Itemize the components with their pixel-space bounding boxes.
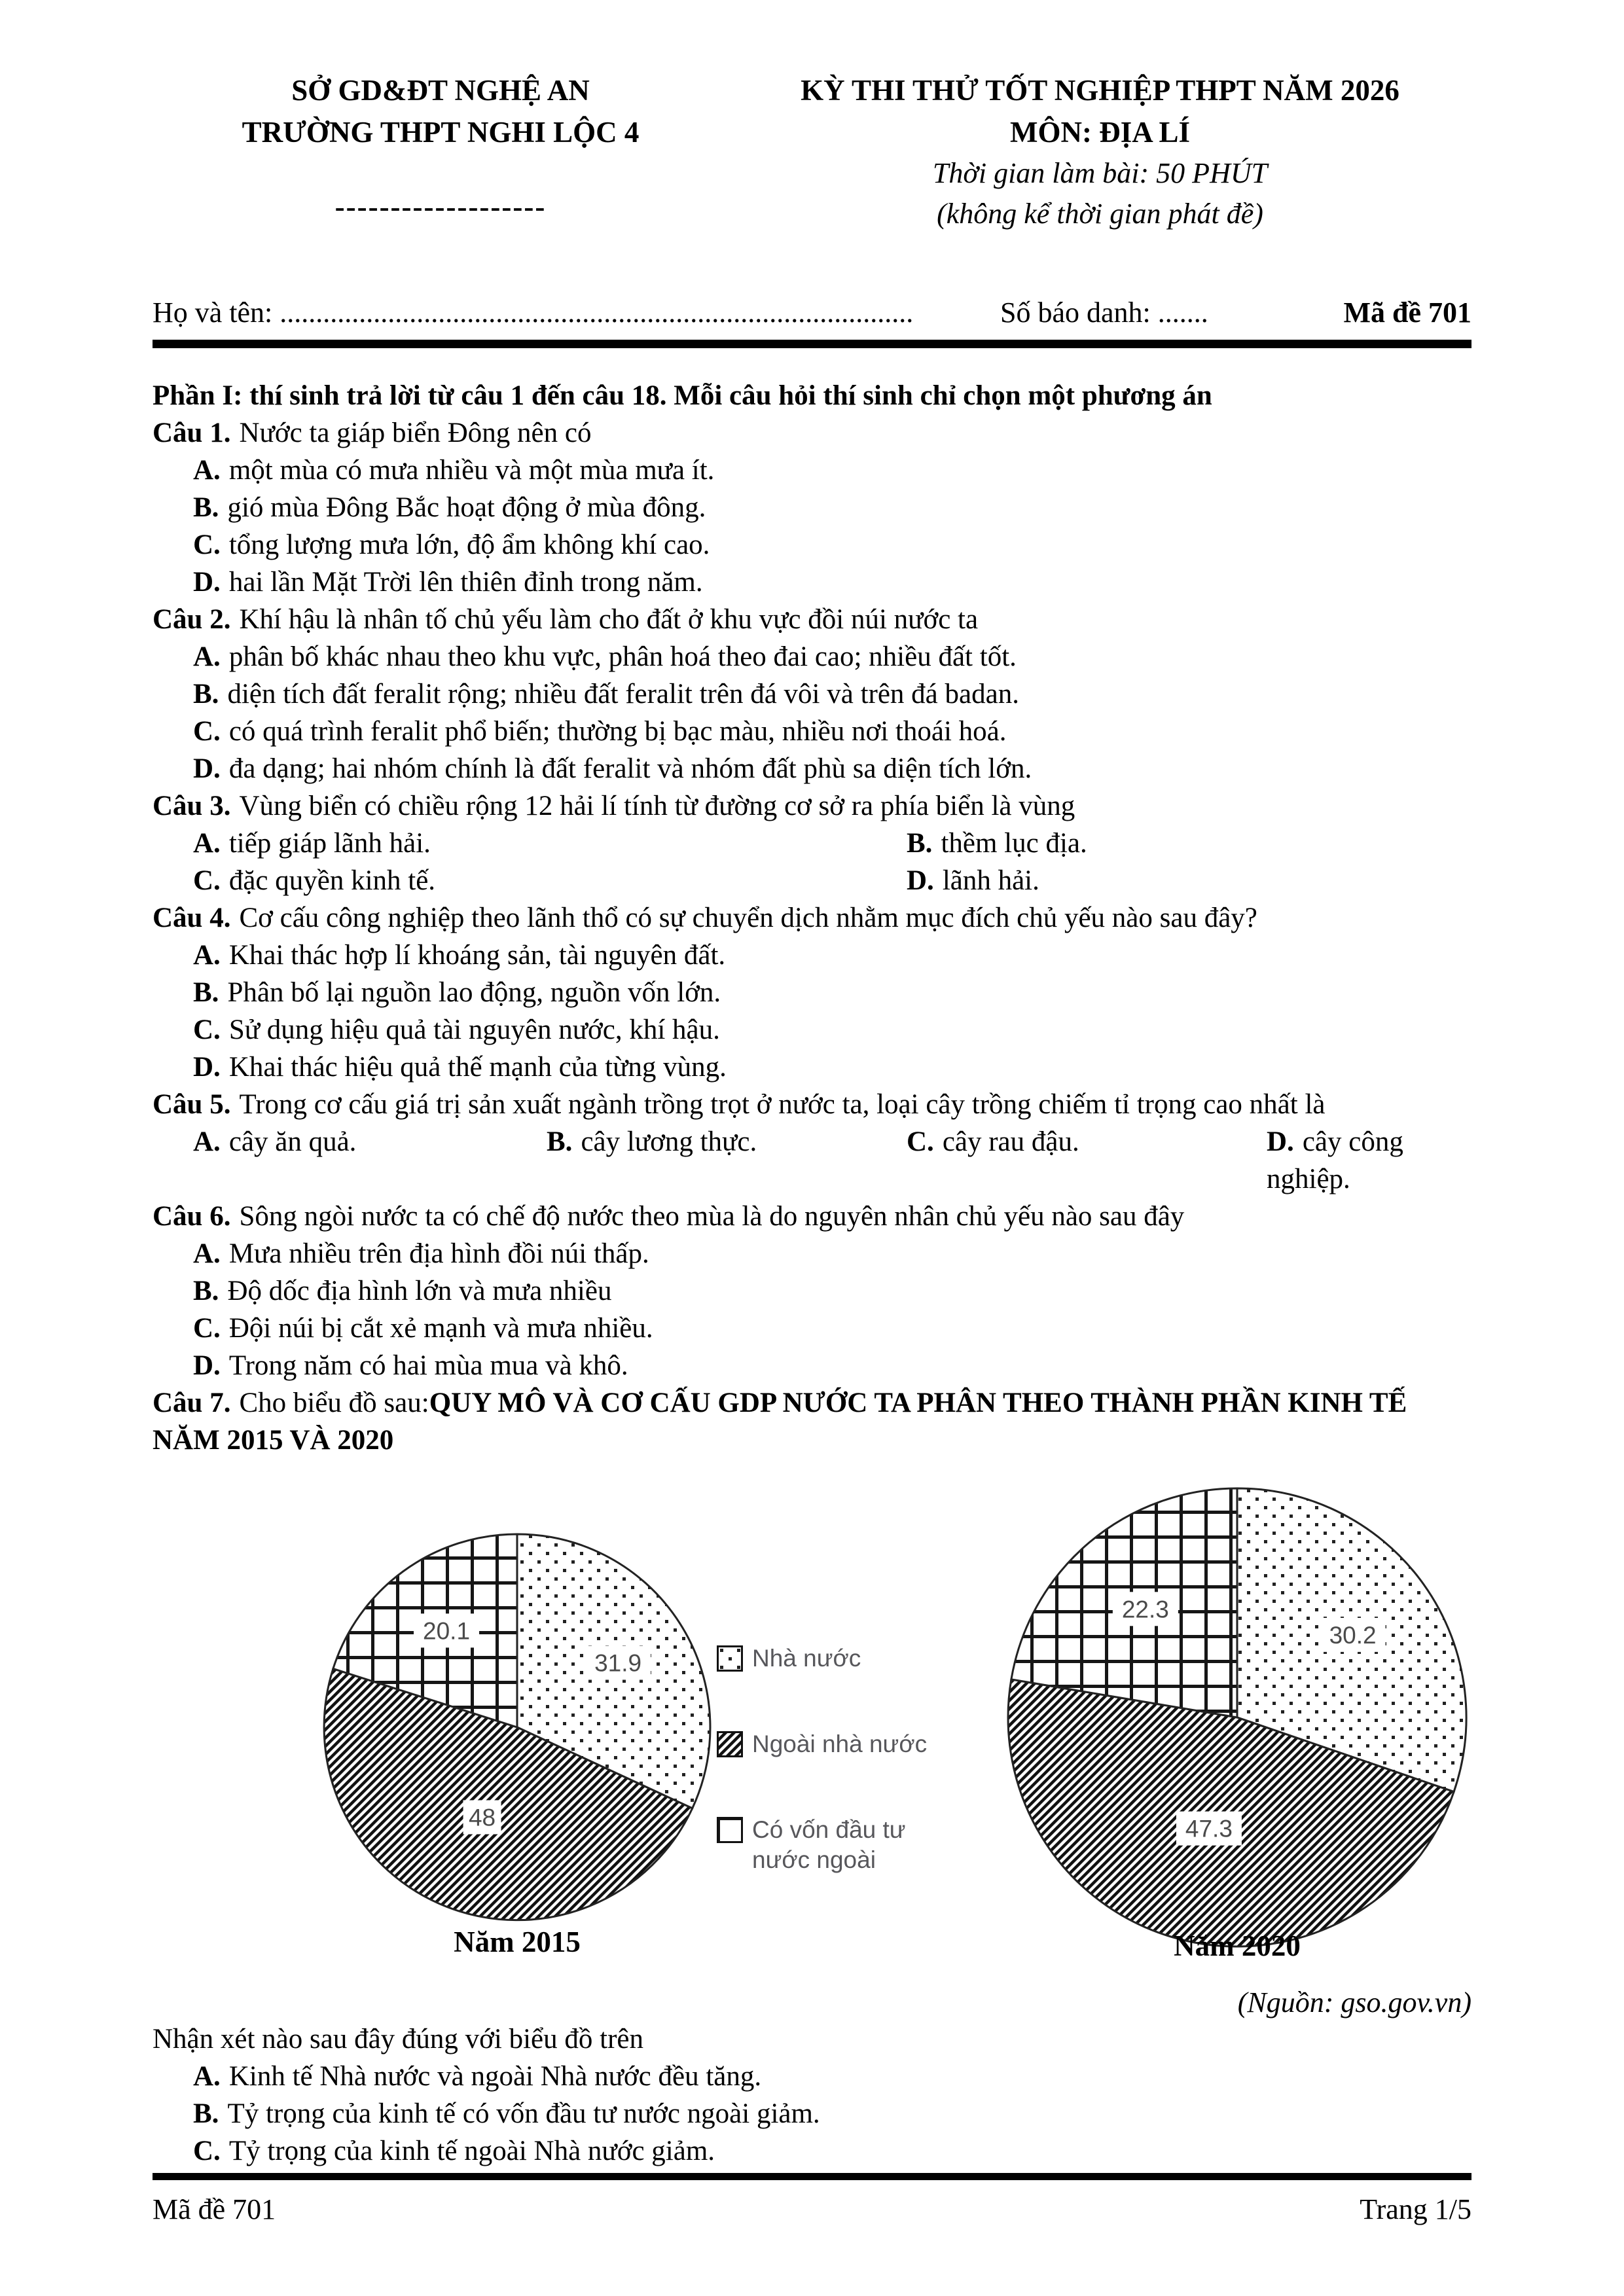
option-text: một mùa có mưa nhiều và một mùa mưa ít. (228, 455, 715, 486)
answer-option-row (153, 1123, 1471, 1198)
option-label: A. (193, 641, 221, 672)
option-text: cây ăn quả. (228, 1126, 357, 1157)
question7-title-line (153, 1384, 1471, 1459)
chart-year-label-2015: Năm 2015 (454, 1926, 581, 1958)
option-text: cây rau đậu. (942, 1126, 1079, 1157)
option-text: Đội núi bị cắt xẻ mạnh và mưa nhiều. (228, 1313, 653, 1344)
answer-option (153, 1049, 1471, 1086)
option-label: D. (193, 1350, 221, 1381)
answer-option (153, 2095, 1471, 2132)
answer-option-row (153, 862, 1471, 899)
answer-option (907, 825, 1471, 862)
question-text: Vùng biển có chiều rộng 12 hải lí tính từ đường cơ sở ra phía biển là vùng (239, 791, 1075, 821)
question-block (153, 899, 1471, 1086)
option-text: Phân bố lại nguồn lao động, nguồn vốn lớn. (227, 977, 721, 1008)
pie-chart-2015 (321, 1532, 713, 1923)
question-number: Câu 1. (153, 418, 231, 448)
option-text: hai lần Mặt Trời lên thiên đỉnh trong năm. (228, 567, 703, 598)
footer-exam-code: Mã đề 701 (153, 2193, 276, 2225)
pie-chart-2020 (1005, 1486, 1469, 1949)
question-intro: Cho biểu đồ sau: (239, 1388, 429, 1418)
option-text: tổng lượng mưa lớn, độ ẩm không khí cao. (228, 529, 710, 560)
answer-option (153, 750, 1471, 787)
chart-title: QUY MÔ VÀ CƠ CẤU GDP NƯỚC TA PHÂN THEO THÀNH PHẦN KINH TẾ NĂM 2015 VÀ 2020 (153, 1388, 1407, 1456)
header-rule (153, 340, 1471, 348)
answer-option (153, 713, 1471, 750)
answer-option (153, 526, 1471, 564)
answer-option (153, 1310, 1471, 1347)
option-text: đặc quyền kinh tế. (228, 865, 436, 896)
pie-value-label: 47.3 (1185, 1815, 1233, 1842)
option-label: C. (193, 2136, 221, 2166)
candidate-name-field: Họ và tên: ........................................................................................ (153, 296, 914, 329)
pie-value-label: 20.1 (423, 1617, 471, 1645)
option-label: D. (193, 753, 221, 784)
footer-page-number: Trang 1/5 (1360, 2193, 1471, 2225)
option-label: B. (193, 679, 219, 709)
option-text: cây lương thực. (581, 1126, 757, 1157)
exam-title: KỲ THI THỬ TỐT NGHIỆP THPT NĂM 2026 (801, 74, 1399, 107)
option-label: C. (193, 529, 221, 560)
option-text: Sử dụng hiệu quả tài nguyên nước, khí hậu. (228, 1014, 720, 1045)
question-stem (153, 899, 1471, 937)
option-text: Tỷ trọng của kinh tế có vốn đầu tư nước ngoài giảm. (227, 2098, 820, 2129)
option-text: Khai thác hợp lí khoáng sản, tài nguyên đất. (228, 940, 726, 971)
option-label: C. (193, 865, 221, 896)
candidate-number-field: Số báo danh: ....... (1000, 296, 1208, 329)
legend-label: Ngoài nhà nước (752, 1731, 928, 1757)
answer-option (153, 2058, 1471, 2095)
answer-option (153, 675, 1471, 713)
pie-value-label: 48 (468, 1804, 496, 1831)
legend-item (717, 1643, 952, 1674)
question-block (153, 601, 1471, 787)
issuing-department: SỞ GD&ĐT NGHỆ AN (291, 74, 590, 107)
option-text: Trong năm có hai mùa mua và khô. (228, 1350, 628, 1381)
option-text: diện tích đất feralit rộng; nhiều đất feralit trên đá vôi và trên đá badan. (227, 679, 1019, 709)
exam-subject: MÔN: ĐỊA LÍ (1009, 116, 1190, 149)
exam-duration-note: (không kể thời gian phát đề) (937, 198, 1263, 230)
option-text: phân bố khác nhau theo khu vực, phân hoá theo đai cao; nhiều đất tốt. (228, 641, 1017, 672)
legend-item (717, 1729, 952, 1759)
answer-option (907, 1123, 1267, 1198)
answer-option (153, 1011, 1471, 1049)
cross-grid-swatch-icon (717, 1817, 743, 1843)
question-number: Câu 7. (153, 1388, 231, 1418)
answer-option (153, 564, 1471, 601)
option-label: A. (193, 1238, 221, 1269)
question-block (153, 1198, 1471, 1384)
option-text: lãnh hải. (942, 865, 1039, 896)
answer-option (153, 937, 1471, 974)
chart-year-label-2020: Năm 2020 (1174, 1929, 1301, 1962)
answer-option (153, 2132, 1471, 2170)
option-label: A. (193, 940, 221, 971)
pie-value-label: 30.2 (1329, 1621, 1377, 1649)
option-label: D. (1267, 1126, 1294, 1157)
question-number: Câu 6. (153, 1201, 231, 1232)
option-label: B. (193, 2098, 219, 2129)
option-label: B. (547, 1126, 573, 1157)
question-stem (153, 414, 1471, 452)
questions-list (153, 414, 1471, 1384)
question-block (153, 787, 1471, 899)
question-stem (153, 1198, 1471, 1235)
exam-code-badge: Mã đề 701 (1343, 296, 1471, 329)
question-text: Khí hậu là nhân tố chủ yếu làm cho đất ở khu vực đồi núi nước ta (239, 604, 979, 635)
header-left-block (153, 69, 729, 234)
pie-value-label: 22.3 (1121, 1596, 1169, 1623)
option-label: A. (193, 2061, 221, 2092)
question7-options (153, 2058, 1471, 2170)
option-text: Khai thác hiệu quả thế mạnh của từng vùng. (228, 1052, 727, 1083)
pie-value-label: 31.9 (594, 1649, 642, 1677)
option-label: A. (193, 828, 221, 859)
question-text: Cơ cấu công nghiệp theo lãnh thổ có sự chuyển dịch nhằm mục đích chủ yếu nào sau đây? (239, 903, 1257, 933)
option-text: gió mùa Đông Bắc hoạt động ở mùa đông. (227, 492, 706, 523)
option-label: C. (193, 716, 221, 747)
option-label: C. (193, 1014, 221, 1045)
answer-option (153, 974, 1471, 1011)
question-block (153, 1086, 1471, 1198)
gdp-pie-charts-figure (153, 1459, 1471, 1982)
question-number: Câu 5. (153, 1089, 231, 1120)
question-number: Câu 2. (153, 604, 231, 635)
answer-option (153, 452, 1471, 489)
option-text: đa dạng; hai nhóm chính là đất feralit và nhóm đất phù sa diện tích lớn. (228, 753, 1032, 784)
option-text: có quá trình feralit phổ biến; thường bị bạc màu, nhiều nơi thoái hoá. (228, 716, 1007, 747)
answer-option (193, 825, 907, 862)
question7-note: Nhận xét nào sau đây đúng với biểu đồ trên (153, 2024, 643, 2054)
option-text: Kinh tế Nhà nước và ngoài Nhà nước đều tăng. (228, 2061, 762, 2092)
school-name: TRƯỜNG THPT NGHI LỘC 4 (242, 116, 640, 149)
option-text: thềm lục địa. (941, 828, 1087, 859)
legend-label: Nhà nước (752, 1645, 861, 1672)
option-text: Tỷ trọng của kinh tế ngoài Nhà nước giảm. (228, 2136, 715, 2166)
option-label: A. (193, 1126, 221, 1157)
option-label: C. (193, 1313, 221, 1344)
part1-heading: Phần I: thí sinh trả lời từ câu 1 đến câu 18. Mỗi câu hỏi thí sinh chỉ chọn một phương án (153, 380, 1212, 411)
option-text: cây công nghiệp. (1267, 1126, 1403, 1194)
chart-legend (717, 1643, 952, 1931)
option-text: tiếp giáp lãnh hải. (228, 828, 431, 859)
option-label: D. (907, 865, 934, 896)
answer-option (153, 1272, 1471, 1310)
candidate-row (153, 296, 1471, 329)
question-text: Nước ta giáp biển Đông nên có (239, 418, 592, 448)
option-text: Mưa nhiều trên địa hình đồi núi thấp. (228, 1238, 649, 1269)
answer-option (907, 862, 1471, 899)
option-label: A. (193, 455, 221, 486)
question-stem (153, 601, 1471, 638)
option-label: B. (193, 1276, 219, 1306)
answer-option (1267, 1123, 1471, 1198)
question-stem (153, 1086, 1471, 1123)
question-text: Trong cơ cấu giá trị sản xuất ngành trồng trọt ở nước ta, loại cây trồng chiếm tỉ trọng cao nhất là (239, 1089, 1326, 1120)
chart-source: (Nguồn: gso.gov.vn) (1237, 1986, 1471, 2018)
page-header (153, 69, 1471, 234)
question-number: Câu 4. (153, 903, 231, 933)
answer-option (153, 1235, 1471, 1272)
question-stem (153, 787, 1471, 825)
answer-option (193, 862, 907, 899)
answer-option (547, 1123, 907, 1198)
question-block (153, 414, 1471, 601)
option-label: D. (193, 1052, 221, 1083)
answer-option (153, 1347, 1471, 1384)
footer-rule (153, 2173, 1471, 2180)
header-right-block (729, 69, 1471, 234)
page-footer (153, 2193, 1471, 2226)
option-label: B. (193, 492, 219, 523)
option-text: Độ dốc địa hình lớn và mưa nhiều (227, 1276, 612, 1306)
answer-option (153, 638, 1471, 675)
option-label: B. (193, 977, 219, 1008)
option-label: D. (193, 567, 221, 598)
question-number: Câu 3. (153, 791, 231, 821)
option-label: C. (907, 1126, 934, 1157)
answer-option (193, 1123, 547, 1198)
dots-swatch-icon (717, 1645, 743, 1672)
question-text: Sông ngòi nước ta có chế độ nước theo mùa là do nguyên nhân chủ yếu nào sau đây (239, 1201, 1185, 1232)
legend-label: Có vốn đầu tư nước ngoài (752, 1816, 906, 1873)
diagonal-hatch-swatch-icon (717, 1731, 743, 1757)
legend-item (717, 1815, 952, 1875)
header-dashes-divider: ------------------- (334, 190, 547, 223)
option-label: B. (907, 828, 933, 859)
answer-option-row (153, 825, 1471, 862)
answer-option (153, 489, 1471, 526)
exam-duration: Thời gian làm bài: 50 PHÚT (932, 157, 1268, 189)
